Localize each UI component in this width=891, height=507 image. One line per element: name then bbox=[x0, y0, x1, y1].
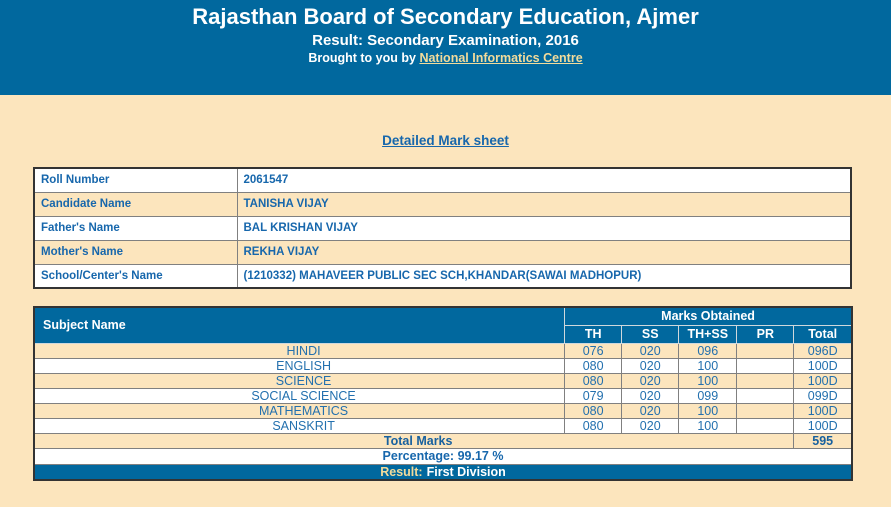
pr-marks bbox=[737, 403, 794, 418]
roll-number-value: 2061547 bbox=[237, 168, 851, 192]
marks-obtained-header: Marks Obtained bbox=[565, 307, 852, 325]
pr-marks bbox=[737, 388, 794, 403]
detailed-marksheet-link[interactable]: Detailed Mark sheet bbox=[382, 133, 509, 148]
th-marks: 076 bbox=[565, 343, 622, 358]
percentage-row bbox=[34, 448, 852, 464]
marks-header-row-1 bbox=[34, 307, 852, 325]
table-row bbox=[34, 373, 852, 388]
table-row bbox=[34, 358, 852, 373]
table-row bbox=[34, 264, 851, 288]
ss-marks: 020 bbox=[622, 403, 679, 418]
ss-marks: 020 bbox=[622, 343, 679, 358]
subject-name: ENGLISH bbox=[34, 358, 565, 373]
pr-marks bbox=[737, 358, 794, 373]
table-row bbox=[34, 168, 851, 192]
total-marks-row bbox=[34, 433, 852, 448]
th-marks: 080 bbox=[565, 403, 622, 418]
header-banner bbox=[0, 0, 891, 95]
th-marks: 080 bbox=[565, 373, 622, 388]
pr-marks bbox=[737, 373, 794, 388]
pr-column-header: PR bbox=[737, 325, 794, 343]
subject-name: SCIENCE bbox=[34, 373, 565, 388]
table-row bbox=[34, 216, 851, 240]
th-ss-marks: 099 bbox=[679, 388, 737, 403]
brought-to-you-line bbox=[0, 51, 891, 66]
pr-marks bbox=[737, 343, 794, 358]
th-ss-marks: 100 bbox=[679, 373, 737, 388]
page-title: Rajasthan Board of Secondary Education, Ajmer bbox=[192, 4, 699, 29]
subject-name: SANSKRIT bbox=[34, 418, 565, 433]
th-ss-marks: 100 bbox=[679, 403, 737, 418]
th-ss-column-header: TH+SS bbox=[679, 325, 737, 343]
total-marks-value: 595 bbox=[794, 433, 852, 448]
th-ss-marks: 096 bbox=[679, 343, 737, 358]
result-row bbox=[34, 464, 852, 480]
total-marks: 096D bbox=[794, 343, 852, 358]
table-row bbox=[34, 343, 852, 358]
subject-name-header: Subject Name bbox=[34, 307, 565, 343]
percentage-cell bbox=[34, 448, 852, 464]
roll-number-label: Roll Number bbox=[34, 168, 237, 192]
th-ss-marks: 100 bbox=[679, 418, 737, 433]
brought-prefix: Brought to you by bbox=[308, 51, 416, 65]
table-row bbox=[34, 192, 851, 216]
result-cell bbox=[34, 464, 852, 480]
total-column-header: Total bbox=[794, 325, 852, 343]
ss-column-header: SS bbox=[622, 325, 679, 343]
subject-name: SOCIAL SCIENCE bbox=[34, 388, 565, 403]
percentage-value: 99.17 % bbox=[457, 449, 504, 463]
th-column-header: TH bbox=[565, 325, 622, 343]
result-label: Result: bbox=[380, 464, 423, 479]
th-marks: 079 bbox=[565, 388, 622, 403]
table-row bbox=[34, 240, 851, 264]
subject-name: MATHEMATICS bbox=[34, 403, 565, 418]
result-value: First Division bbox=[426, 464, 506, 479]
school-name-value: (1210332) MAHAVEER PUBLIC SEC SCH,KHANDAR(SAWAI MADHOPUR) bbox=[237, 264, 851, 288]
marksheet-link-row bbox=[0, 132, 891, 148]
father-name-label: Father's Name bbox=[34, 216, 237, 240]
table-row bbox=[34, 418, 852, 433]
subject-name: HINDI bbox=[34, 343, 565, 358]
total-marks: 100D bbox=[794, 418, 852, 433]
mother-name-label: Mother's Name bbox=[34, 240, 237, 264]
percentage-label: Percentage: bbox=[382, 449, 455, 463]
table-row bbox=[34, 388, 852, 403]
candidate-name-value: TANISHA VIJAY bbox=[237, 192, 851, 216]
ss-marks: 020 bbox=[622, 418, 679, 433]
total-marks: 100D bbox=[794, 358, 852, 373]
candidate-name-label: Candidate Name bbox=[34, 192, 237, 216]
ss-marks: 020 bbox=[622, 358, 679, 373]
ss-marks: 020 bbox=[622, 373, 679, 388]
total-marks-label: Total Marks bbox=[34, 433, 794, 448]
th-marks: 080 bbox=[565, 358, 622, 373]
table-row bbox=[34, 403, 852, 418]
marks-table bbox=[33, 306, 853, 481]
th-marks: 080 bbox=[565, 418, 622, 433]
total-marks: 099D bbox=[794, 388, 852, 403]
total-marks: 100D bbox=[794, 403, 852, 418]
pr-marks bbox=[737, 418, 794, 433]
th-ss-marks: 100 bbox=[679, 358, 737, 373]
nic-link[interactable]: National Informatics Centre bbox=[419, 51, 583, 65]
school-name-label: School/Center's Name bbox=[34, 264, 237, 288]
candidate-info-table bbox=[33, 167, 852, 289]
father-name-value: BAL KRISHAN VIJAY bbox=[237, 216, 851, 240]
mother-name-value: REKHA VIJAY bbox=[237, 240, 851, 264]
total-marks: 100D bbox=[794, 373, 852, 388]
exam-subtitle: Result: Secondary Examination, 2016 bbox=[312, 32, 579, 49]
ss-marks: 020 bbox=[622, 388, 679, 403]
